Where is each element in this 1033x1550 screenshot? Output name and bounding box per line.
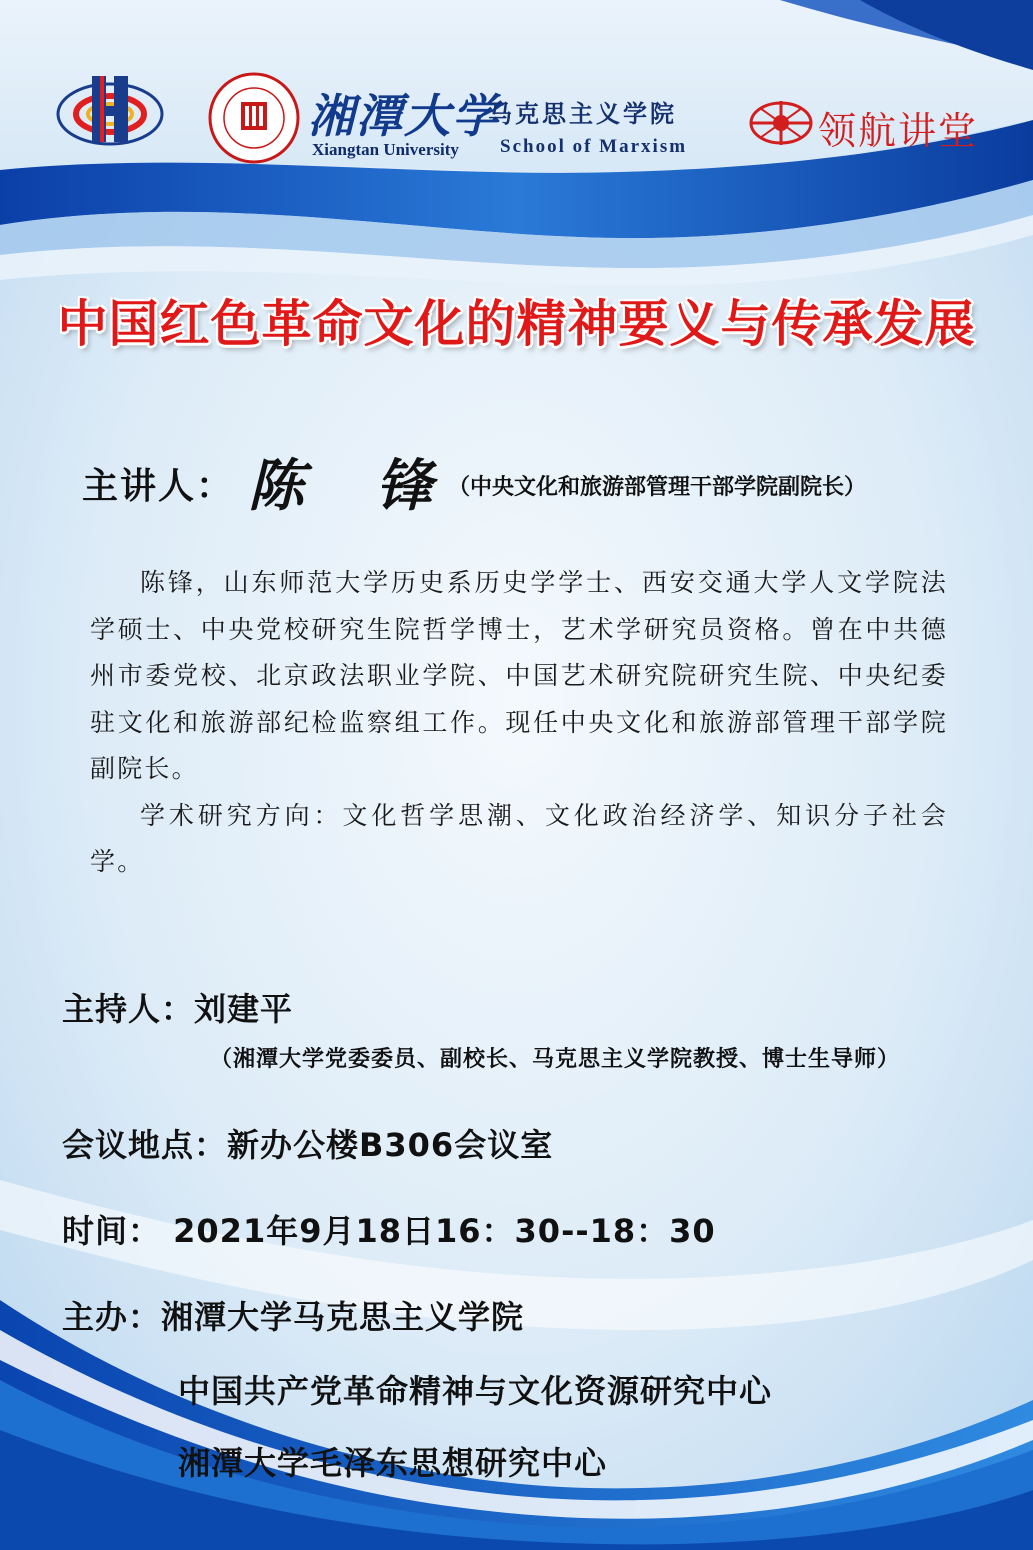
lecture-series-name: 领航讲堂 bbox=[818, 109, 979, 153]
organizer-line: 湘潭大学毛泽东思想研究中心 bbox=[178, 1444, 608, 1482]
university-name-cn: 湘潭大学 bbox=[308, 89, 500, 143]
host-position: （湘潭大学党委委员、副校长、马克思主义学院教授、博士生导师） bbox=[210, 1047, 901, 1072]
organizer-line: 中国共产党革命精神与文化资源研究中心 bbox=[178, 1372, 773, 1410]
venue-line: 会议地点：新办公楼B306会议室 bbox=[62, 1126, 554, 1164]
speaker-name: 陈锋 bbox=[248, 453, 504, 519]
speaker-bio bbox=[90, 560, 948, 886]
organizer-line: 主办：湘潭大学马克思主义学院 bbox=[62, 1298, 525, 1336]
ship-wheel-icon bbox=[748, 98, 814, 148]
time-line: 时间： 2021年9月18日16：30--18：30 bbox=[62, 1212, 716, 1250]
school-name-en: School of Marxism bbox=[500, 136, 688, 157]
speaker-position: （中央文化和旅游部管理干部学院副院长） bbox=[448, 475, 867, 500]
university-name-en: Xiangtan University bbox=[312, 140, 459, 159]
host-line: 主持人：刘建平 bbox=[62, 990, 294, 1028]
school-name-cn: 马克思主义学院 bbox=[488, 99, 677, 128]
xiangtan-university-seal bbox=[208, 72, 300, 164]
page-title: 中国红色革命文化的精神要义与传承发展 bbox=[57, 295, 976, 353]
bio-paragraph: 学术研究方向：文化哲学思潮、文化政治经济学、知识分子社会学。 bbox=[90, 800, 948, 876]
bio-paragraph: 陈锋，山东师范大学历史系历史学学士、西安交通大学人文学院法学硕士、中央党校研究生院哲学博士，艺术学研究员资格。曾在中共德州市委党校、北京政法职业学院、中国艺术研究院研究生院、中央纪委驻文化和旅游部纪检监察组工作。现任中央文化和旅游部管理干部学院副院长。 bbox=[90, 568, 948, 783]
key-research-institute-logo bbox=[52, 72, 174, 152]
speaker-label: 主讲人： bbox=[82, 466, 235, 507]
